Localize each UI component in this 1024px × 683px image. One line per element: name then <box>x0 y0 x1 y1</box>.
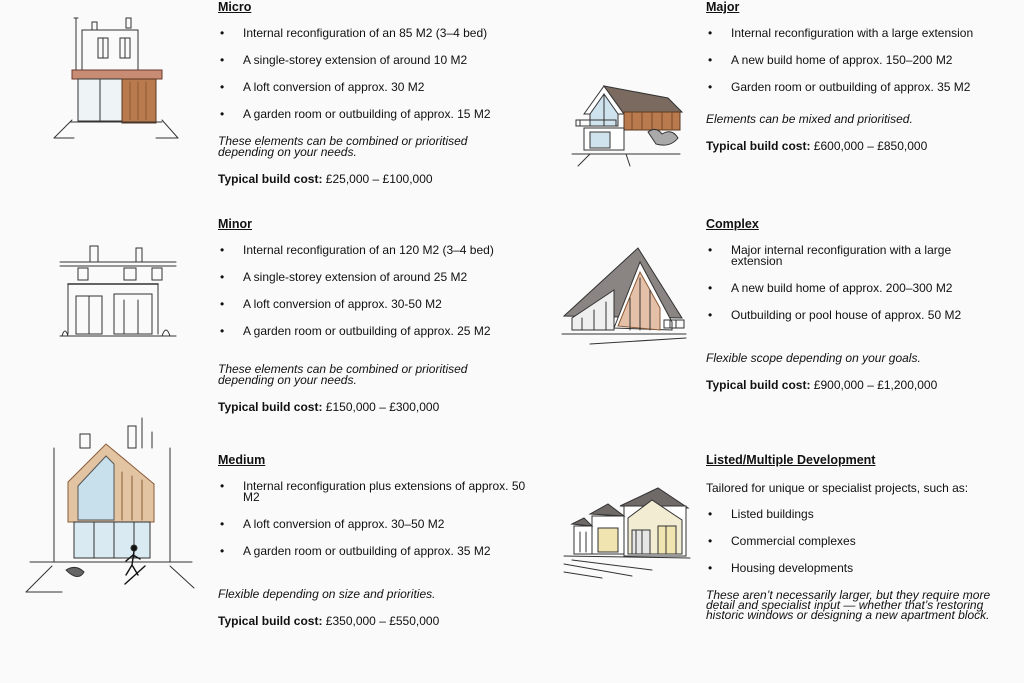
minor-cost: Typical build cost: £150,000 – £300,000 <box>218 400 440 414</box>
section-title-complex: Complex <box>706 217 759 231</box>
section-complex <box>706 217 1006 392</box>
list-item: • Listed buildings <box>708 507 814 521</box>
list-item: • A loft conversion of approx. 30–50 M2 <box>220 517 445 531</box>
major-list <box>706 28 1006 93</box>
micro-note: These elements can be combined or prioritised depending on your needs. <box>218 134 468 159</box>
section-title-micro: Micro <box>218 0 252 14</box>
section-listed <box>706 453 1006 620</box>
list-item: • Outbuilding or pool house of approx. 50 M2 <box>708 308 962 322</box>
listed-intro: Tailored for unique or specialist projects, such as: <box>706 481 969 495</box>
list-item: • Internal reconfiguration of an 120 M2 (3–4 bed) <box>220 243 494 257</box>
list-item: • A garden room or outbuilding of approx. 35 M2 <box>220 544 491 558</box>
micro-list <box>218 28 548 120</box>
minor-list <box>218 245 548 337</box>
complex-note: Flexible scope depending on your goals. <box>706 351 921 365</box>
section-title-major: Major <box>706 0 740 14</box>
listed-note: These aren’t necessarily larger, but they require more detail and specialist input — whether that’s restoring historic windows or designing a new apartment block. <box>706 588 991 622</box>
list-item: • Housing developments <box>708 561 854 575</box>
list-item: • A single-storey extension of around 10 M2 <box>220 53 468 67</box>
section-title-listed: Listed/Multiple Development <box>706 453 876 467</box>
section-minor <box>218 217 548 414</box>
list-item: • A new build home of approx. 200–300 M2 <box>708 281 953 295</box>
listed-list <box>706 509 1006 574</box>
section-micro <box>218 0 548 186</box>
major-cost: Typical build cost: £600,000 – £850,000 <box>706 139 928 153</box>
list-item: • A garden room or outbuilding of approx. 15 M2 <box>220 107 491 121</box>
complex-cost: Typical build cost: £900,000 – £1,200,000 <box>706 378 938 392</box>
complex-list <box>706 245 1006 321</box>
list-item: • A new build home of approx. 150–200 M2 <box>708 53 953 67</box>
list-item: • A garden room or outbuilding of approx. 25 M2 <box>220 324 491 338</box>
section-title-medium: Medium <box>218 453 266 467</box>
micro-cost: Typical build cost: £25,000 – £100,000 <box>218 172 433 186</box>
list-item: • A loft conversion of approx. 30-50 M2 <box>220 297 442 311</box>
list-item: • Garden room or outbuilding of approx. 35 M2 <box>708 80 971 94</box>
list-item: • A loft conversion of approx. 30 M2 <box>220 80 425 94</box>
list-item: • Internal reconfiguration of an 85 M2 (3–4 bed) <box>220 26 488 40</box>
major-note: Elements can be mixed and prioritised. <box>706 112 913 126</box>
list-item: • A single-storey extension of around 25 M2 <box>220 270 468 284</box>
complex-house-illustration <box>560 238 690 348</box>
micro-house-illustration <box>52 14 180 142</box>
minor-house-illustration <box>58 244 178 344</box>
list-item: • Commercial complexes <box>708 534 856 548</box>
list-item: • Major internal reconfiguration with a large extension <box>708 243 952 268</box>
minor-note: These elements can be combined or prioritised depending on your needs. <box>218 362 468 387</box>
medium-cost: Typical build cost: £350,000 – £550,000 <box>218 614 440 628</box>
listed-development-illustration <box>562 480 692 580</box>
list-item: • Internal reconfiguration with a large extension <box>708 26 974 40</box>
section-title-minor: Minor <box>218 217 253 231</box>
medium-house-illustration <box>22 412 198 602</box>
major-house-illustration <box>570 80 692 168</box>
section-medium <box>218 453 548 628</box>
medium-list <box>218 481 548 557</box>
medium-note: Flexible depending on size and priorities. <box>218 587 436 601</box>
list-item: • Internal reconfiguration plus extensions of approx. 50 M2 <box>220 479 526 504</box>
section-major <box>706 0 1006 153</box>
